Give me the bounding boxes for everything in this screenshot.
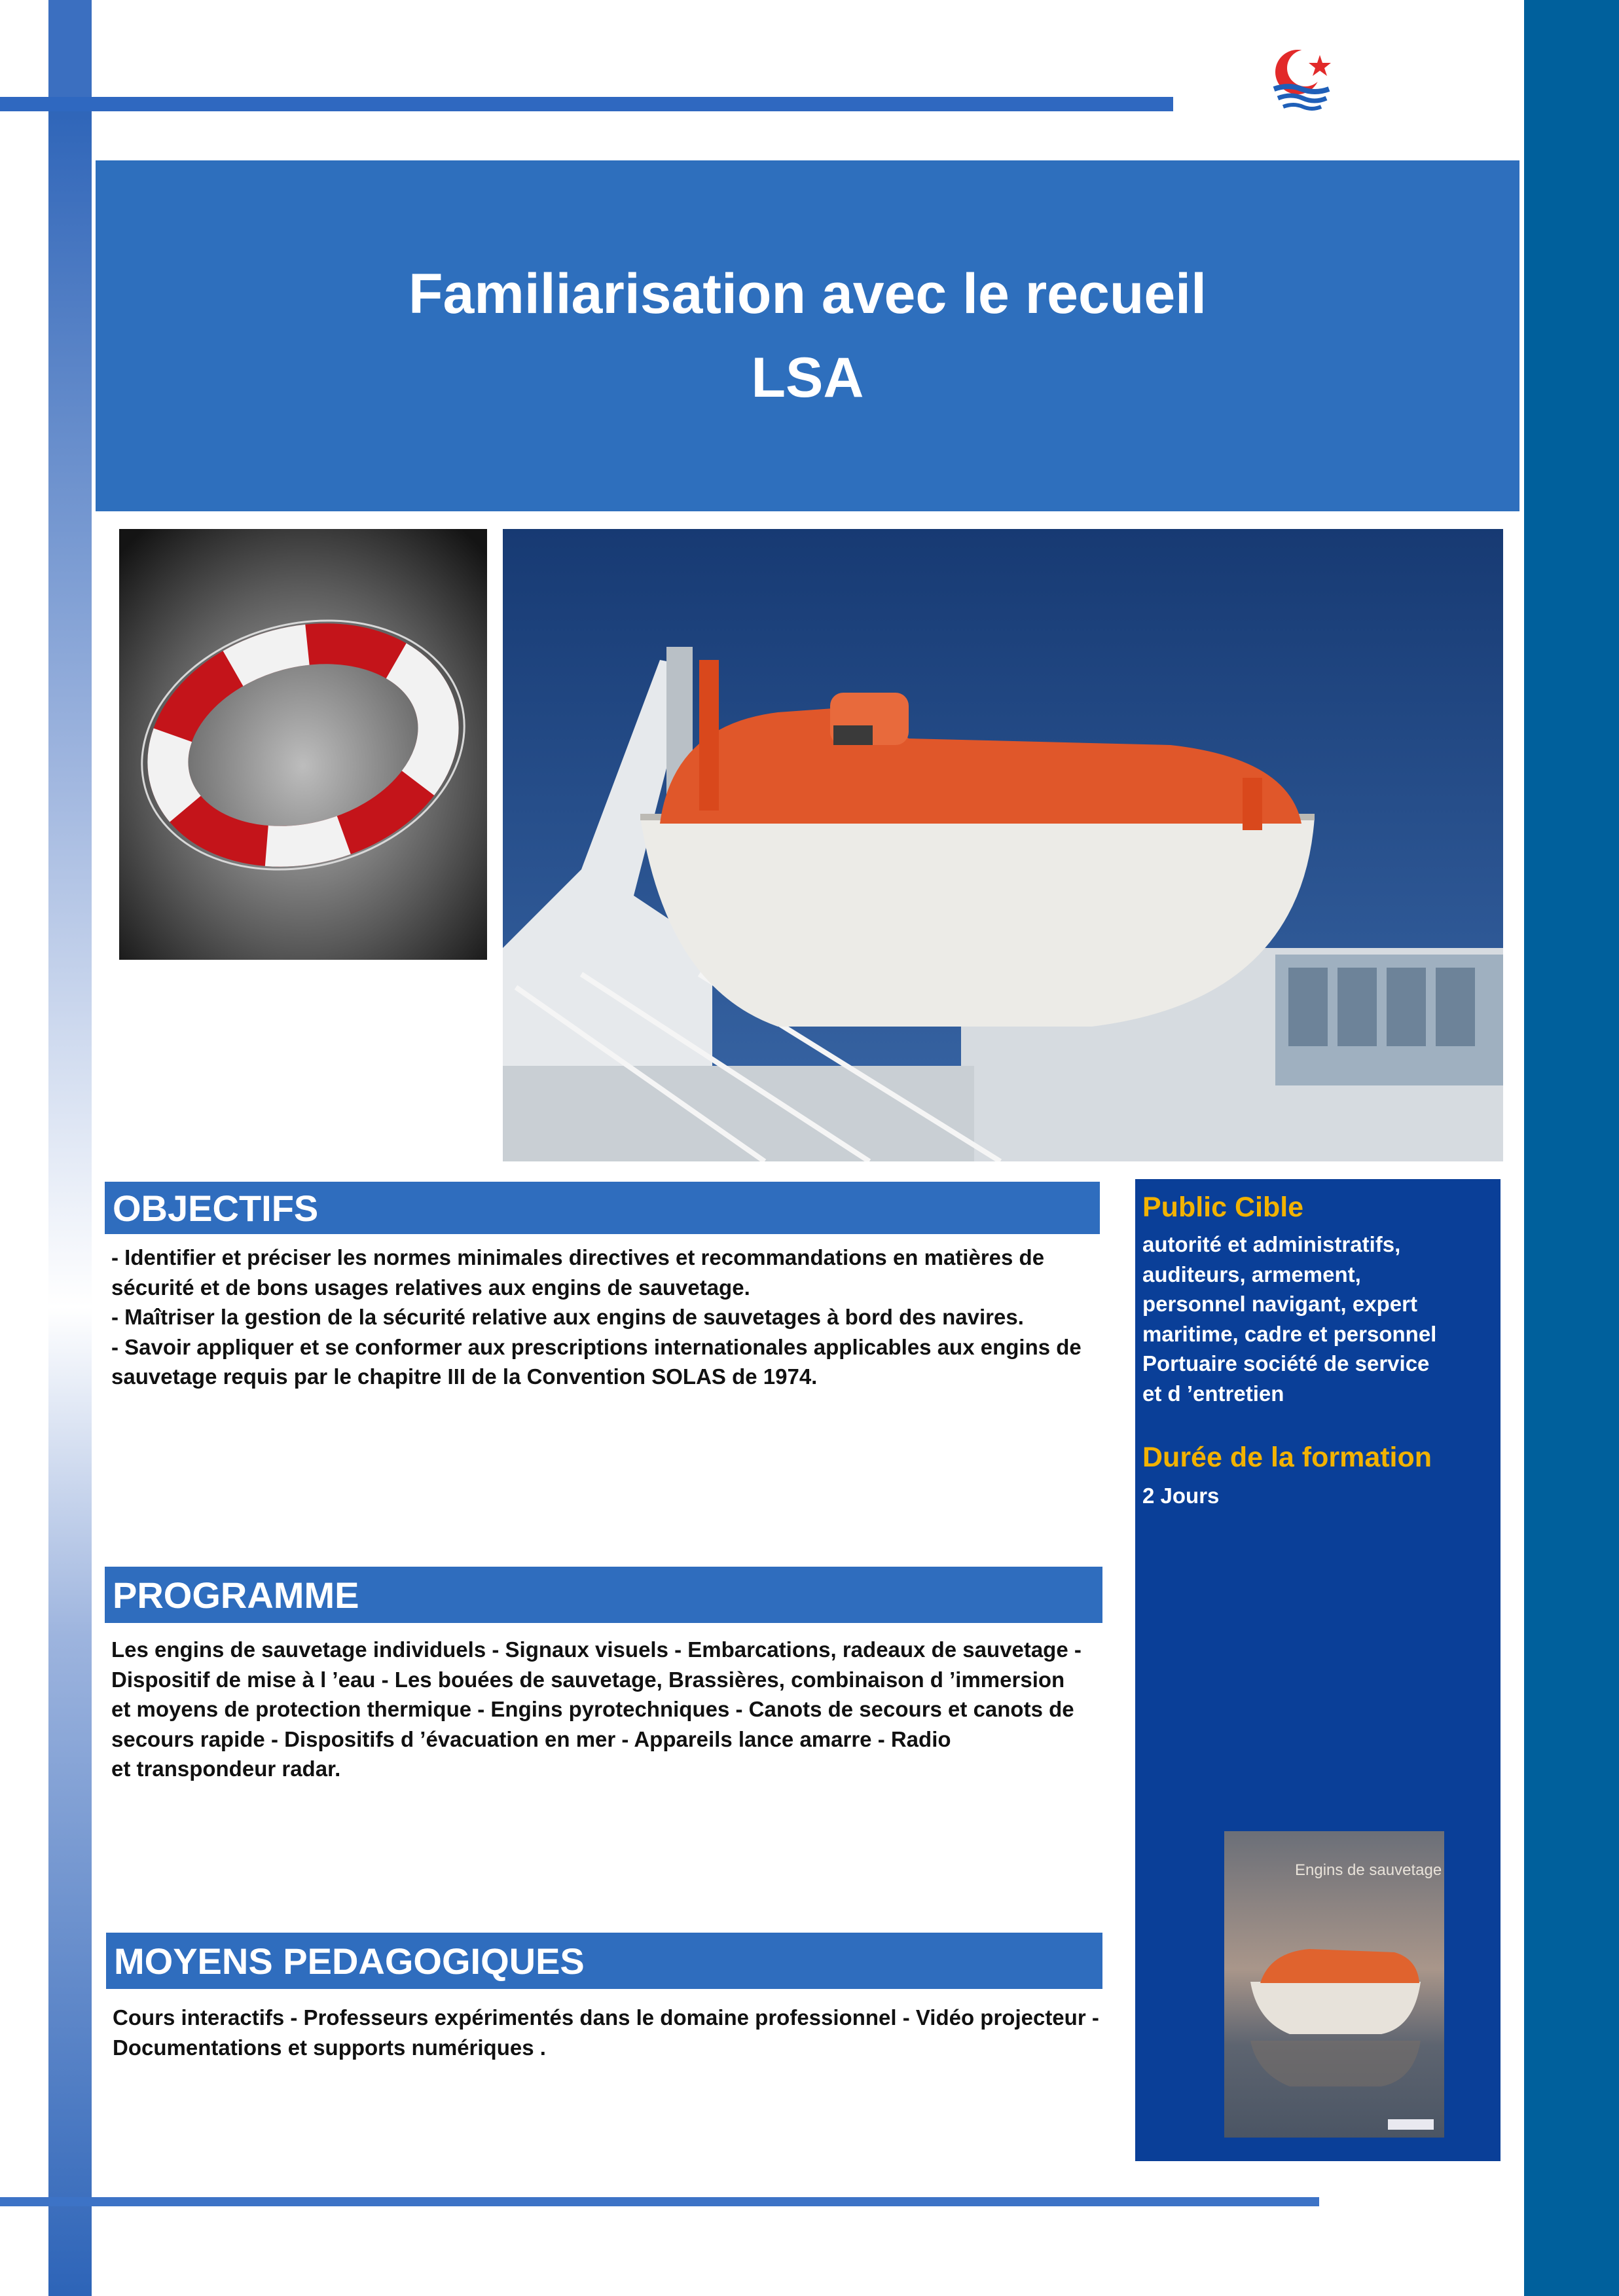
title-line-1: Familiarisation avec le recueil bbox=[409, 263, 1207, 325]
programme-line: et moyens de protection thermique - Engins pyrotechniques - Canots de secours et canots de bbox=[111, 1697, 1074, 1721]
duree-formation-heading: Durée de la formation bbox=[1142, 1442, 1432, 1473]
left-frame-bar-top bbox=[48, 0, 92, 98]
lifeboat-photo bbox=[503, 529, 1503, 1161]
objectifs-body bbox=[111, 1243, 1106, 1392]
public-cible-heading: Public Cible bbox=[1142, 1192, 1304, 1223]
programme-body bbox=[111, 1635, 1106, 1784]
programme-line: Les engins de sauvetage individuels - Signaux visuels - Embarcations, radeaux de sauvetage - bbox=[111, 1637, 1082, 1662]
lifebuoy-photo bbox=[119, 529, 487, 960]
objectifs-line: sauvetage requis par le chapitre III de la Convention SOLAS de 1974. bbox=[111, 1364, 818, 1389]
right-frame-bar bbox=[1524, 0, 1619, 2296]
programme-line: Dispositif de mise à l ’eau - Les bouées de sauvetage, Brassières, combinaison d ’immersion bbox=[111, 1667, 1065, 1692]
public-cible-line: Portuaire société de service bbox=[1142, 1351, 1430, 1376]
objectifs-line: - Maîtriser la gestion de la sécurité relative aux engins de sauvetages à bord des navires. bbox=[111, 1305, 1024, 1329]
moyens-pedagogiques-body bbox=[113, 2003, 1108, 2062]
public-cible-line: auditeurs, armement, bbox=[1142, 1262, 1361, 1286]
bottom-horizontal-rule bbox=[0, 2197, 1319, 2206]
objectifs-line: - Savoir appliquer et se conformer aux prescriptions internationales applicables aux engins de bbox=[111, 1334, 1082, 1359]
objectifs-line: sécurité et de bons usages relatives aux engins de sauvetage. bbox=[111, 1275, 750, 1300]
moyens-line: Documentations et supports numériques . bbox=[113, 2035, 546, 2060]
public-cible-line: personnel navigant, expert bbox=[1142, 1292, 1417, 1316]
left-frame-bar bbox=[48, 98, 92, 2296]
top-horizontal-rule bbox=[0, 97, 1173, 111]
programme-line: et transpondeur radar. bbox=[111, 1757, 341, 1781]
public-cible-line: et d ’entretien bbox=[1142, 1381, 1284, 1406]
title-banner bbox=[96, 160, 1519, 511]
public-cible-line: maritime, cadre et personnel bbox=[1142, 1321, 1437, 1346]
objectifs-line: - Identifier et préciser les normes minimales directives et recommandations en matières de bbox=[111, 1245, 1045, 1269]
book-title: Engins de sauvetage bbox=[1295, 1861, 1442, 1879]
moyens-line: Cours interactifs - Professeurs expérimentés dans le domaine professionnel - Vidéo projecteur - bbox=[113, 2005, 1099, 2030]
public-cible-line: autorité et administratifs, bbox=[1142, 1232, 1401, 1256]
crescent-star-logo-icon bbox=[1269, 43, 1334, 122]
page-title bbox=[409, 252, 1207, 420]
title-line-2: LSA bbox=[751, 346, 864, 409]
moyens-pedagogiques-header: MOYENS PEDAGOGIQUES bbox=[106, 1933, 1102, 1989]
duree-formation-value: 2 Jours bbox=[1142, 1484, 1220, 1508]
public-cible-text bbox=[1142, 1230, 1496, 1408]
programme-header: PROGRAMME bbox=[105, 1567, 1102, 1623]
objectifs-header: OBJECTIFS bbox=[105, 1182, 1100, 1234]
programme-line: secours rapide - Dispositifs d ’évacuation en mer - Appareils lance amarre - Radio bbox=[111, 1726, 951, 1751]
